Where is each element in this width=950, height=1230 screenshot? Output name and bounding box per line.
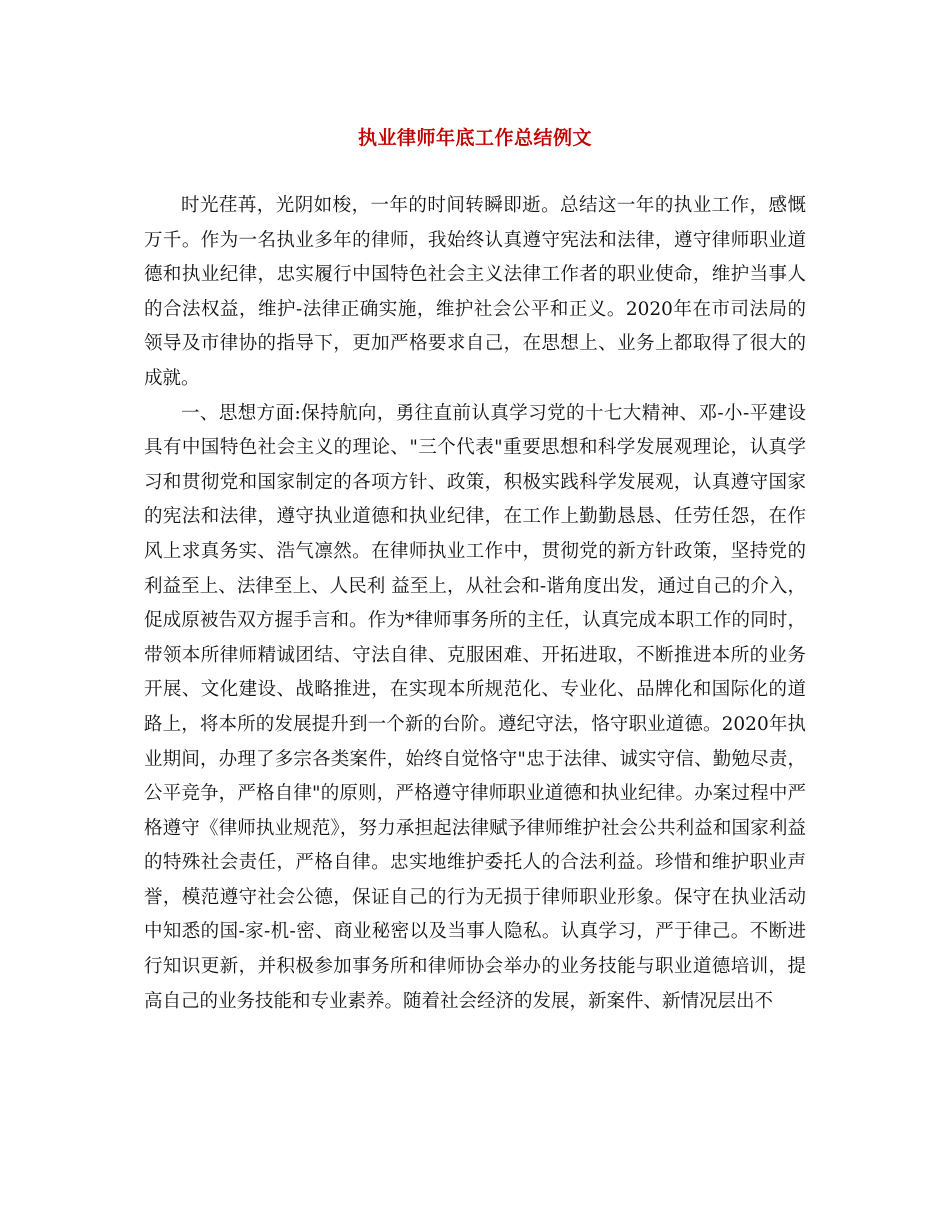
paragraph-intro: 时光荏苒，光阴如梭，一年的时间转瞬即逝。总结这一年的执业工作，感慨万千。作为一名执业多年的律师，我始终认真遵守宪法和法律，遵守律师职业道德和执业纪律，忠实履行中国特色社会主义法律工作者的职业使命，维护当事人的合法权益，维护-法律正确实施，维护社会公平和正义。2020年在市司法局的领导及市律协的指导下，更加严格要求自己，在思想上、业务上都取得了很大的成就。 xyxy=(144,195,806,389)
document-title: 执业律师年底工作总结例文 xyxy=(357,127,592,149)
document-body xyxy=(144,189,806,1019)
paragraph-ideology: 一、思想方面:保持航向，勇往直前认真学习党的十七大精神、邓-小-平建设具有中国特色社会主义的理论、"三个代表"重要思想和科学发展观理论，认真学习和贯彻党和国家制定的各项方针、政策，积极实践科学发展观，认真遵守国家的宪法和法律，遵守执业道德和执业纪律，在工作上勤勤恳恳、任劳任怨，在作风上求真务实、浩气凛然。在律师执业工作中，贯彻党的新方针政策，坚持党的利益至上、法律至上、人民利 益至上，从社会和-谐角度出发，通过自己的介入，促成原被告双方握手言和。作为*律师事务所的主任，认真完成本职工作的同时，带领本所律师精诚团结、守法自律、克服困难、开拓进取，不断推进本所的业务开展、文化建设、战略推进，在实现本所规范化、专业化、品牌化和国际化的道路上，将本所的发展提升到一个新的台阶。遵纪守法，恪守职业道德。2020年执业期间，办理了多宗各类案件，始终自觉恪守"忠于法律、诚实守信、勤勉尽责，公平竞争，严格自律"的原则，严格遵守律师职业道德和执业纪律。办案过程中严格遵守《律师执业规范》，努力承担起法律赋予律师维护社会公共利益和国家利益的特殊社会责任，严格自律。忠实地维护委托人的合法利益。珍惜和维护职业声誉，模范遵守社会公德，保证自己的行为无损于律师职业形象。保守在执业活动中知悉的国-家-机-密、商业秘密以及当事人隐私。认真学习，严于律己。不断进行知识更新，并积极参加事务所和律师协会举办的业务技能与职业道德培训，提高自己的业务技能和专业素养。随着社会经济的发展，新案件、新情况层出不 xyxy=(144,402,806,1012)
